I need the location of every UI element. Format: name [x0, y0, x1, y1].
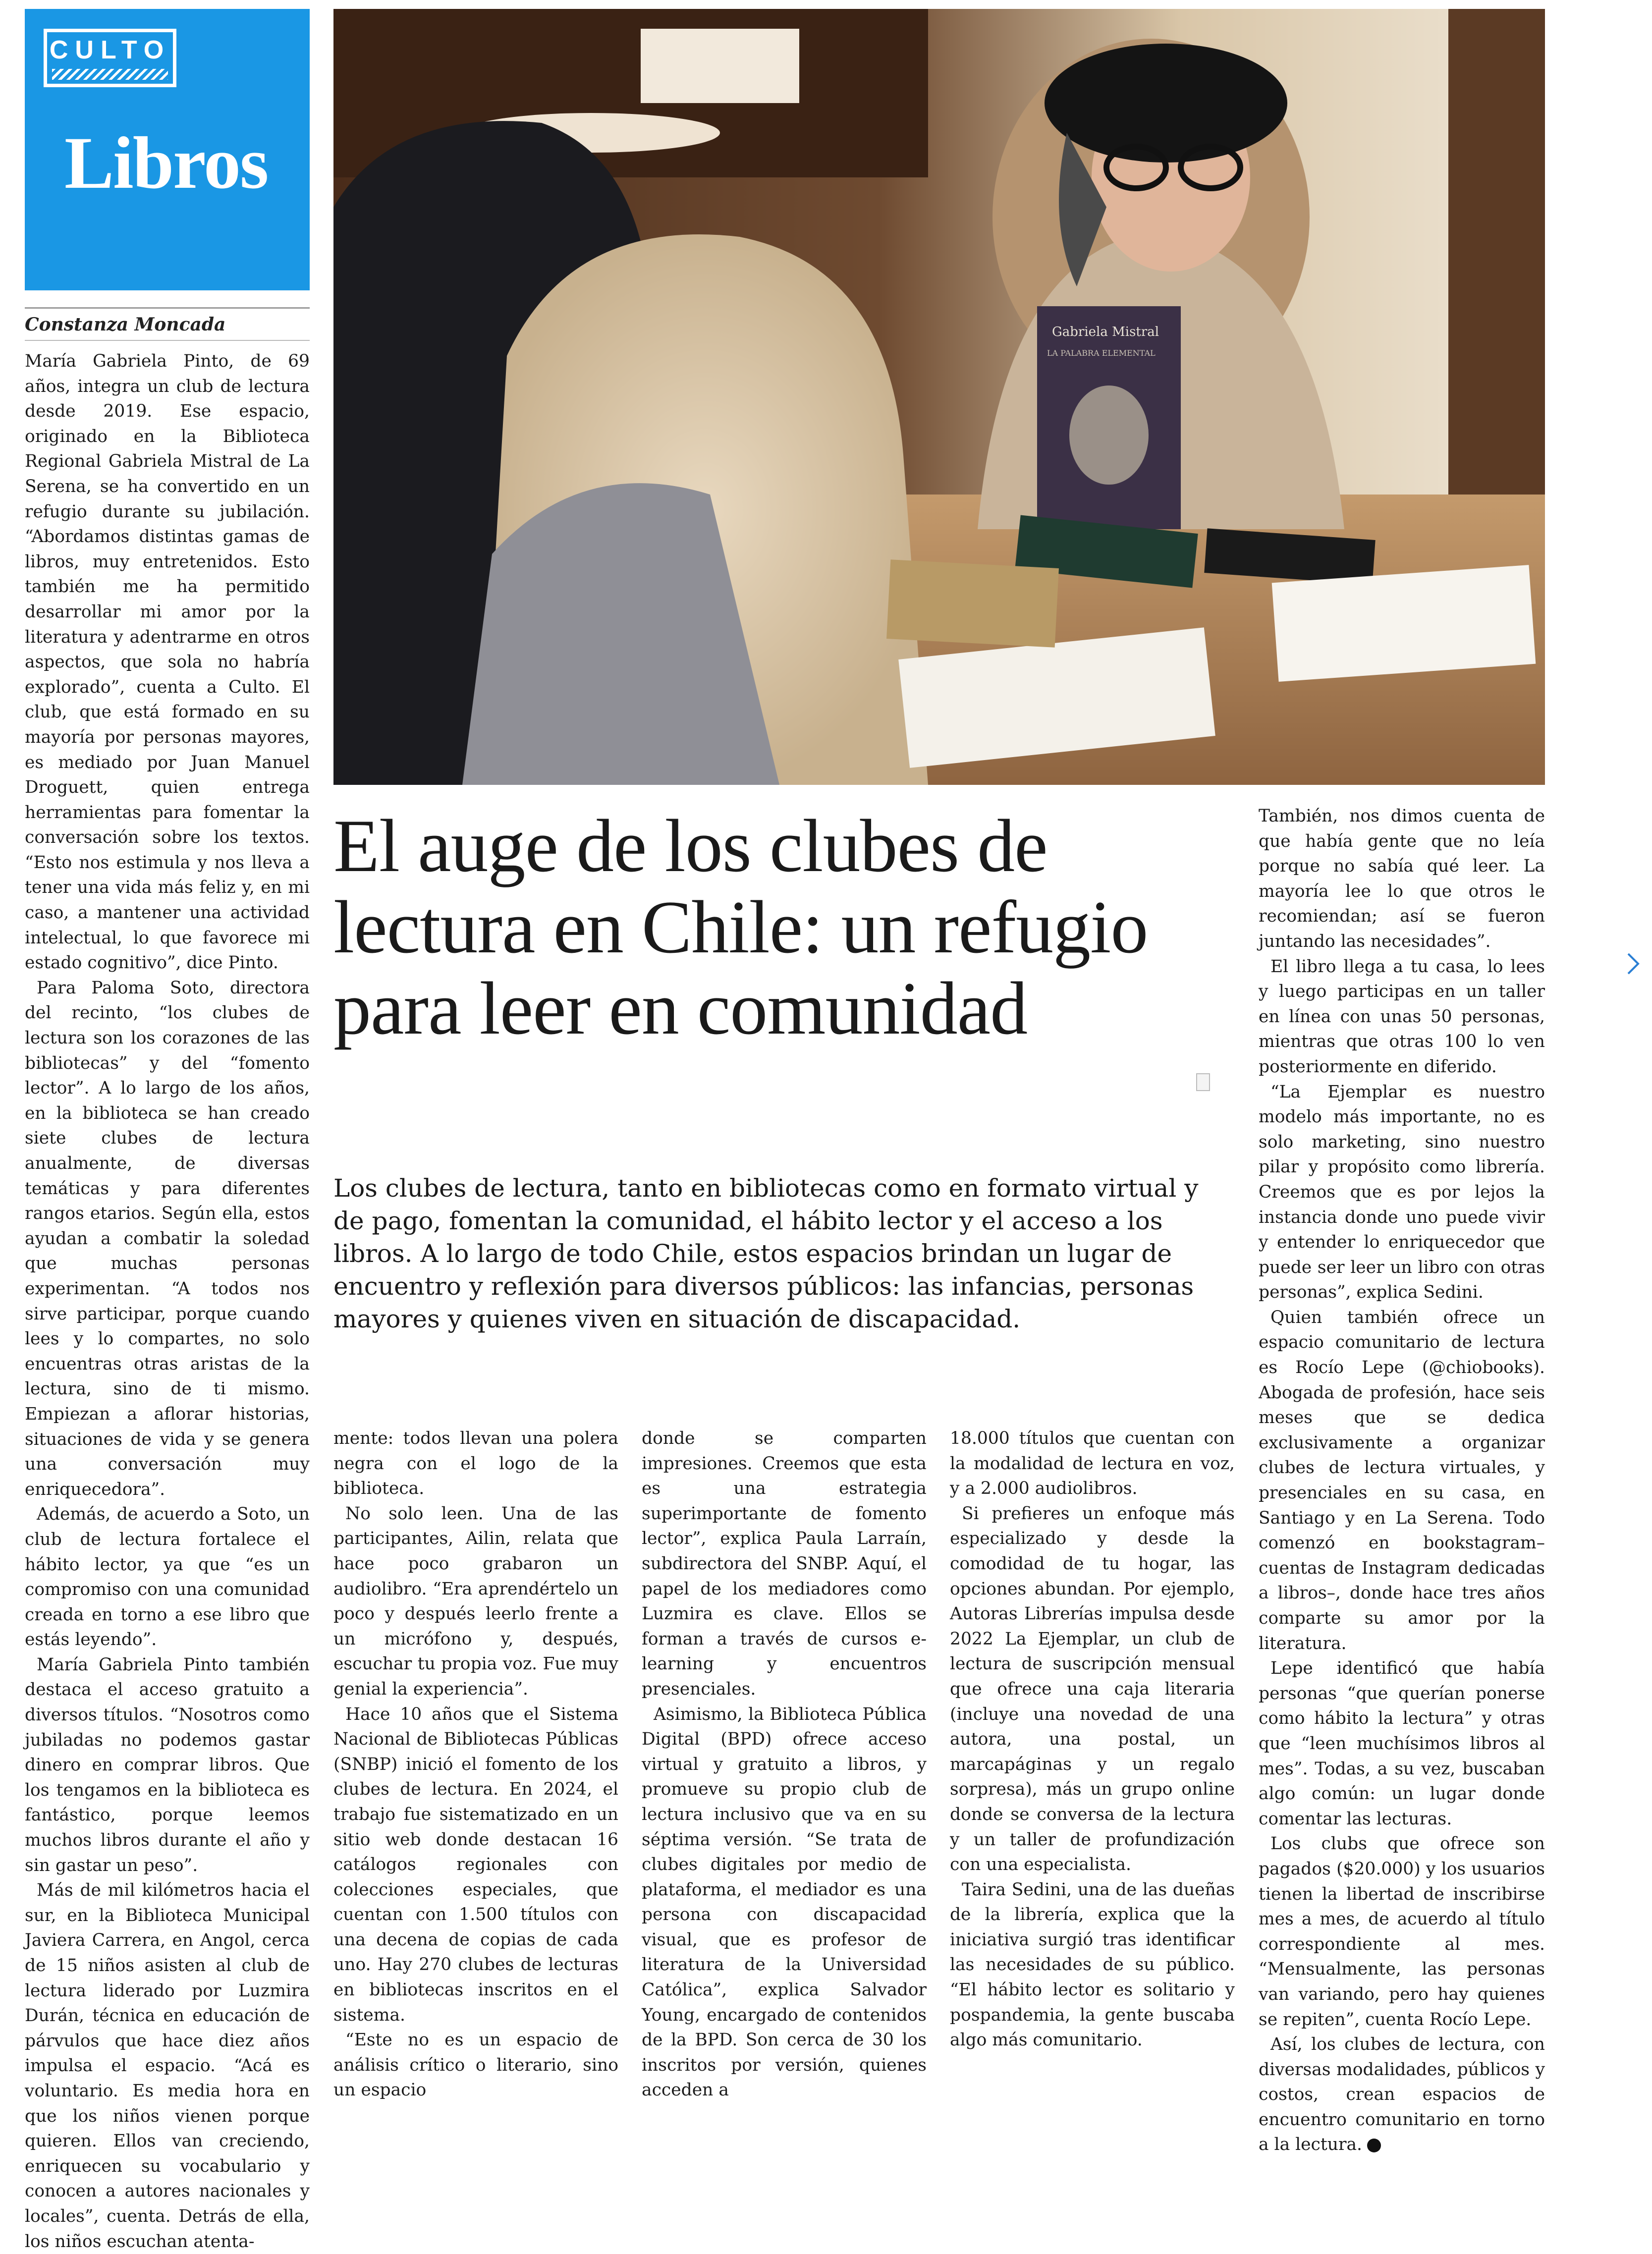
paragraph-text: Así, los clubes de lectura, con diversas modalidades, públicos y costos, crean espacios de encuentro comunitario en torno a la lectura.: [1259, 2034, 1545, 2155]
book-author: Gabriela Mistral: [1052, 325, 1159, 339]
paragraph: Los clubs que ofrece son pagados ($20.000) y los usuarios tienen la libertad de inscribirse mes a mes, de acuerdo al título correspondiente al mes. “Mensualmente, las personas van variando, pero hay quienes se repiten”, cuenta Rocío Lepe.: [1259, 1834, 1545, 2030]
paragraph: Asimismo, la Biblioteca Pública Digital (BPD) ofrece acceso virtual y gratuito a libros, y promueve su propio club de lectura inclusivo que va en su séptima versión. “Se trata de clubes digitales por medio de plataforma, el mediador es una persona con discapacidad visual, que es profesor de literatura de la Universidad Católica”, explica Salvador Young, encargado de contenidos de la BPD. Son cerca de 30 los inscritos por versión, quienes acceden a: [642, 1704, 927, 2100]
section-box: [25, 9, 310, 290]
paragraph: Taira Sedini, una de las dueñas de la librería, explica que la iniciativa surgió tras identificar las necesidades de su público. “El hábito lector es solitario y pospandemia, la gente buscaba algo más comunitario.: [950, 1879, 1235, 2050]
paragraph: Hace 10 años que el Sistema Nacional de Bibliotecas Públicas (SNBP) inició el fomento de los clubes de lectura. En 2024, el trabajo fue sistematizado en un sitio web donde destacan 16 catálogos regionales con colecciones especiales, que cuentan con 1.500 títulos con una decena de copias de cada uno. Hay 270 clubes de lecturas en bibliotecas inscritos en el sistema.: [333, 1704, 618, 2025]
paragraph: Para Paloma Soto, directora del recinto, “los clubes de lectura son los corazones de las bibliotecas” y del “fomento lector”. A lo largo de los años, en la biblioteca se han creado siete clubes de lectura anualmente, de diversas temáticas y para diferentes rangos etarios. Según ella, estos ayudan a combatir la soledad que muchas personas experimentan. “A todos nos sirve participar, porque cuando lees y lo compartes, no solo encuentras otras aristas de la lectura, sino de ti mismo. Empiezan a aflorar historias, situaciones de vida y se genera una conversación muy enriquecedora”.: [25, 978, 310, 1499]
paragraph: [1259, 2032, 1545, 2157]
paragraph: Además, de acuerdo a Soto, un club de lectura fortalece el hábito lector, ya que “es un compromiso con una comunidad creada en torno a ese libro que estás leyendo”.: [25, 1504, 310, 1650]
paragraph: Más de mil kilómetros hacia el sur, en la Biblioteca Municipal Javiera Carrera, en Angol, cerca de 15 niños asisten al club de lectura liderado por Luzmira Durán, técnica en educación de párvulos que hace diez años impulsa el espacio. “Acá es voluntario. Es media hora en que los niños vienen porque quieren. Ellos van creciendo, enriquecen su vocabulario y conocen a autores nacionales y locales”, cuenta. Detrás de ella, los niños escuchan atenta-: [25, 1880, 310, 2252]
paragraph: Lepe identificó que había personas “que querían ponerse como hábito la lectura” y otras que “leen muchísimos libros al mes”. Todas, a su vez, buscaban algo común: un lugar donde comentar las lecturas.: [1259, 1658, 1545, 1829]
paragraph: No solo leen. Una de las participantes, Ailin, relata que hace poco grabaron un audiolibro. “Era aprendértelo un poco y después leerlo frente a un micrófono y, después, escuchar tu propia voz. Fue muy genial la experiencia”.: [333, 1503, 618, 1699]
photo-illustration: [333, 9, 1545, 785]
byline-bottom-rule: [25, 340, 310, 341]
end-mark-icon: [1367, 2139, 1381, 2152]
culto-logo-stripe: [52, 69, 168, 80]
book-title: LA PALABRA ELEMENTAL: [1047, 348, 1156, 358]
paragraph: María Gabriela Pinto también destaca el acceso gratuito a diversos títulos. “Nosotros como jubiladas no podemos gastar dinero en comprar libros. Que los tengamos en la biblioteca es fantástico, porque leemos muchos libros durante el año y sin gastar un peso”.: [25, 1654, 310, 1875]
section-title: Libros: [64, 122, 268, 204]
chevron-right-icon: [1626, 952, 1640, 976]
paragraph: María Gabriela Pinto, de 69 años, integra un club de lectura desde 2019. Ese espacio, originado en la Biblioteca Regional Gabriela Mistral de La Serena, se ha convertido en un refugio durante su jubilación. “Abordamos distintas gamas de libros, muy entretenidos. Esto también me ha permitido desarrollar mi amor por la literatura y adentrarme en otros aspectos, que sola no habría explorado”, cuenta a Culto. El club, que está formado en su mayoría por personas mayores, es mediado por Juan Manuel Droguett, quien entrega herramientas para fomentar la conversación sobre los textos. “Esto nos estimula y nos lleva a tener una vida más feliz y, en mi caso, a mantener una actividad intelectual, lo que favorece mi estado cognitivo”, dice Pinto.: [25, 351, 310, 973]
culto-logo: [44, 29, 176, 87]
article-photo: [333, 9, 1545, 785]
paragraph: 18.000 títulos que cuentan con la modalidad de lectura en voz, y a 2.000 audiolibros.: [950, 1429, 1235, 1499]
paragraph: mente: todos llevan una polera negra con el logo de la biblioteca.: [333, 1429, 618, 1499]
culto-logo-text: CULTO: [49, 36, 171, 64]
column-1: [25, 349, 310, 2252]
column-5: [1259, 804, 1545, 2155]
column-4: [950, 1426, 1235, 2050]
paragraph: Quien también ofrece un espacio comunitario de lectura es Rocío Lepe (@chiobooks). Abogada de profesión, hace seis meses que se dedica exclusivamente a organizar clubes de lectura virtuales, y presenciales en su casa, en Santiago y en La Serena. Todo comenzó en bookstagram–cuentas de Instagram dedicadas a libros–, donde hace tres años comparte su amor por la literatura.: [1259, 1307, 1545, 1653]
paragraph: Si prefieres un enfoque más especializado y desde la comodidad de tu hogar, las opciones abundan. Por ejemplo, Autoras Librerías impulsa desde 2022 La Ejemplar, un club de lectura de suscripción mensual que ofrece una caja literaria (incluye una novedad de una autora, una postal, un marcapáginas y un regalo sorpresa), más un grupo online donde se conversa de la lectura y un taller de profundización con una especialista.: [950, 1503, 1235, 1875]
paragraph: donde se comparten impresiones. Creemos que esta es una estrategia superimportante de fomento lector”, explica Paula Larraín, subdirectora del SNBP. Aquí, el papel de los mediadores como Luzmira es clave. Ellos se forman a través de cursos e-learning y encuentros presenciales.: [642, 1429, 927, 1699]
byline: Constanza Moncada: [25, 314, 226, 335]
document-icon: [1196, 1073, 1210, 1091]
column-3: [642, 1426, 927, 2100]
paragraph: “Este no es un espacio de análisis crítico o literario, sino un espacio: [333, 2030, 618, 2100]
byline-top-rule: [25, 307, 310, 309]
column-2: [333, 1426, 618, 2100]
paragraph: “La Ejemplar es nuestro modelo más importante, no es solo marketing, sino nuestro pilar y propósito como librería. Creemos que es por lejos la instancia donde uno puede vivir y entender lo enriquecedor que puede ser leer un libro con otras personas”, explica Sedini.: [1259, 1082, 1545, 1303]
next-page-button[interactable]: [1623, 949, 1643, 979]
deck: Los clubes de lectura, tanto en bibliotecas como en formato virtual y de pago, fomentan la comunidad, el hábito lector y el acceso a los libros. A lo largo de todo Chile, estos espacios brindan un lugar de encuentro y reflexión para diversos públicos: las infancias, personas mayores y quienes viven en situación de discapacidad.: [333, 1174, 1199, 1333]
paragraph: El libro llega a tu casa, lo lees y luego participas en un taller en línea con unas 50 personas, mientras que otras 100 lo ven posteriormente en diferido.: [1259, 956, 1545, 1077]
paragraph: También, nos dimos cuenta de que había gente que no leía porque no sabía qué leer. La mayoría lee lo que otros le recomiendan; así se fueron juntando las necesidades”.: [1259, 806, 1545, 951]
headline: El auge de los clubes de lectura en Chile: un refugio para leer en comunidad: [333, 804, 1148, 1050]
